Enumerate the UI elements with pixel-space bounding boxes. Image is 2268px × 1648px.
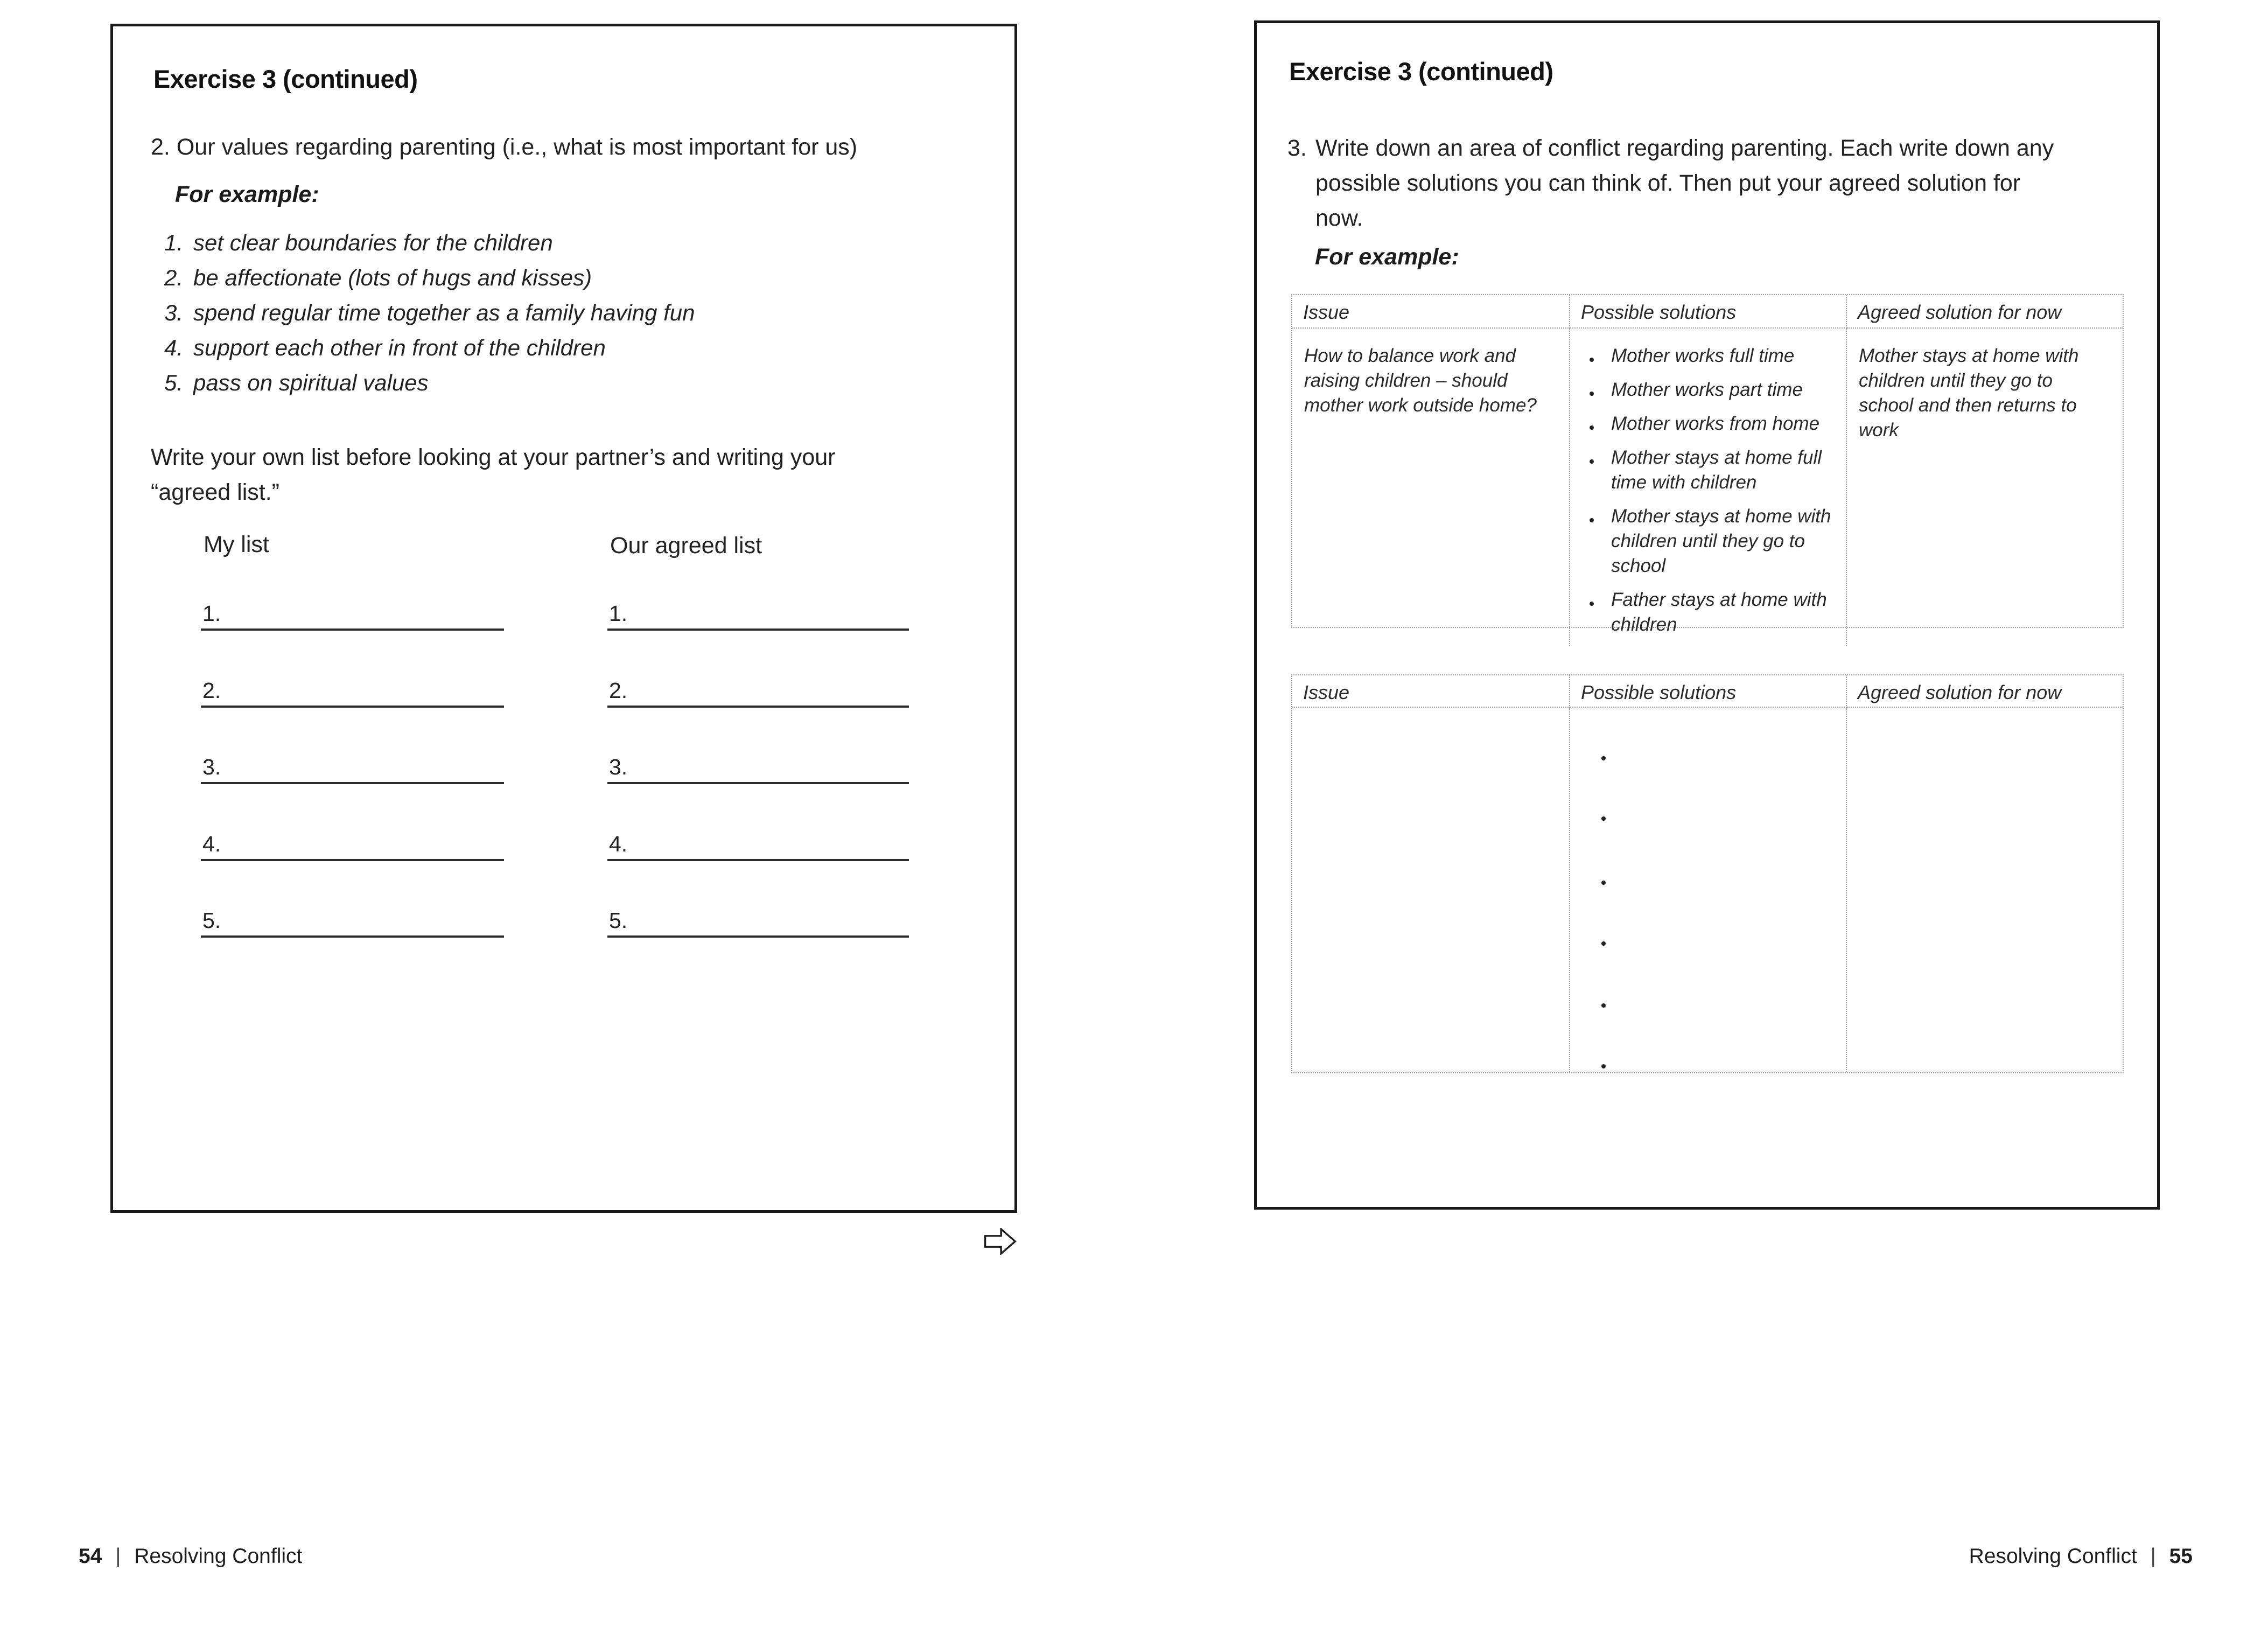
item-3-number: 3. (1287, 135, 1307, 161)
item-3-line-2: possible solutions you can think of. Then put your agreed solution for (1315, 170, 2021, 196)
left-for-example-label: For example: (175, 181, 319, 207)
list-item-text: set clear boundaries for the children (193, 230, 553, 255)
example-solutions-table (1291, 294, 2124, 635)
empty-bullet-list (1582, 723, 1834, 1072)
blank-number: 3. (609, 755, 628, 779)
blank-number: 4. (609, 832, 628, 856)
list-item-number: 2. (164, 265, 184, 290)
list-item-text: pass on spiritual values (193, 370, 429, 395)
column-header-possible-solutions: Possible solutions (1570, 675, 1847, 708)
solution-text: Mother stays at home with children until they go to school (1611, 506, 1831, 576)
bullet-icon (1601, 756, 1606, 760)
item-3-line-1: Write down an area of conflict regarding parenting. Each write down any (1315, 135, 2054, 161)
left-page (110, 24, 1017, 1213)
column-header-issue: Issue (1292, 295, 1570, 329)
list-item (164, 371, 695, 394)
solution-item (1582, 445, 1834, 495)
column-header-possible-solutions: Possible solutions (1570, 295, 1847, 329)
exercise-item-3 (1287, 131, 2127, 236)
left-page-title: Exercise 3 (continued) (153, 65, 418, 93)
book-title: Resolving Conflict (1969, 1545, 2137, 1568)
agreed-solution-blank-cell (1847, 708, 2123, 1072)
right-for-example-label: For example: (1315, 244, 1459, 270)
possible-solutions-blank-cell (1570, 708, 1847, 1072)
bullet-icon (1582, 378, 1611, 402)
bullet-icon (1582, 588, 1611, 637)
item-2-number: 2. (151, 134, 170, 160)
bullet-icon (1601, 816, 1606, 821)
solution-text: Father stays at home with children (1611, 589, 1827, 635)
list-item (164, 301, 695, 324)
instruction-paragraph (151, 440, 958, 510)
my-list-blank-3 (201, 752, 504, 784)
right-page (1254, 20, 2160, 1210)
blank-number: 5. (609, 908, 628, 933)
list-item (164, 266, 695, 289)
list-item-number: 4. (164, 335, 184, 360)
blank-number: 2. (202, 678, 221, 703)
book-title: Resolving Conflict (134, 1545, 303, 1568)
list-item-text: spend regular time together as a family having fun (193, 300, 695, 325)
agreed-list-blank-3 (607, 752, 909, 784)
column-header-agreed-solution: Agreed solution for now (1847, 295, 2123, 329)
bullet-icon (1582, 504, 1611, 578)
agreed-list-blank-1 (607, 598, 909, 631)
solution-item (1582, 504, 1834, 578)
footer-separator: | (2150, 1545, 2156, 1568)
solution-item (1582, 378, 1834, 402)
my-list-blank-5 (201, 905, 504, 938)
list-item-text: be affectionate (lots of hugs and kisses) (193, 265, 592, 290)
exercise-item-2 (151, 130, 980, 165)
bullet-icon (1601, 1064, 1606, 1069)
solution-item (1582, 411, 1834, 436)
left-footer (79, 1545, 302, 1568)
my-list-header: My list (204, 532, 269, 557)
right-page-number: 55 (2169, 1545, 2193, 1568)
blank-number: 3. (202, 755, 221, 779)
agreed-list-blank-4 (607, 829, 909, 861)
next-page-arrow-icon (984, 1228, 1017, 1255)
item-3-line-3: now. (1315, 205, 1363, 231)
right-page-title: Exercise 3 (continued) (1289, 57, 1553, 86)
list-item-number: 3. (164, 300, 184, 325)
solution-item (1582, 588, 1834, 637)
agreed-list-header: Our agreed list (610, 533, 762, 558)
blank-number: 5. (202, 908, 221, 933)
agreed-list-blank-2 (607, 675, 909, 708)
blank-solutions-table (1291, 674, 2124, 1073)
issue-cell: How to balance work and raising children – should mother work outside home? (1292, 329, 1570, 646)
blank-number: 1. (202, 601, 221, 626)
list-item (164, 336, 695, 359)
solution-item (1582, 344, 1834, 368)
bullet-icon (1601, 881, 1606, 885)
column-header-issue: Issue (1292, 675, 1570, 708)
issue-blank-cell (1292, 708, 1570, 1072)
list-item (164, 231, 695, 254)
blank-number: 2. (609, 678, 628, 703)
right-footer (1969, 1545, 2193, 1568)
agreed-list-blank-5 (607, 905, 909, 938)
item-2-text: Our values regarding parenting (i.e., what is most important for us) (176, 134, 858, 160)
solution-text: Mother stays at home full time with children (1611, 447, 1822, 493)
footer-separator: | (115, 1545, 121, 1568)
list-item-text: support each other in front of the children (193, 335, 606, 360)
example-values-list (164, 231, 695, 406)
my-list-blank-2 (201, 675, 504, 708)
left-page-number: 54 (79, 1545, 102, 1568)
solution-text: Mother works full time (1611, 345, 1795, 366)
solution-text: Mother works from home (1611, 413, 1820, 434)
instruction-line-1: Write your own list before looking at your partner’s and writing your (151, 444, 836, 470)
my-list-blank-1 (201, 598, 504, 631)
list-item-number: 5. (164, 370, 184, 395)
solution-text: Mother works part time (1611, 379, 1803, 400)
bullet-icon (1582, 411, 1611, 436)
my-list-blank-4 (201, 829, 504, 861)
column-header-agreed-solution: Agreed solution for now (1847, 675, 2123, 708)
bullet-icon (1582, 445, 1611, 495)
agreed-solution-cell: Mother stays at home with children until they go to school and then returns to work (1859, 345, 2079, 441)
bullet-icon (1601, 1003, 1606, 1008)
bullet-icon (1582, 344, 1611, 368)
possible-solutions-cell (1570, 329, 1847, 646)
bullet-icon (1601, 941, 1606, 946)
blank-number: 1. (609, 601, 628, 626)
list-item-number: 1. (164, 230, 184, 255)
instruction-line-2: “agreed list.” (151, 479, 279, 505)
blank-number: 4. (202, 832, 221, 856)
